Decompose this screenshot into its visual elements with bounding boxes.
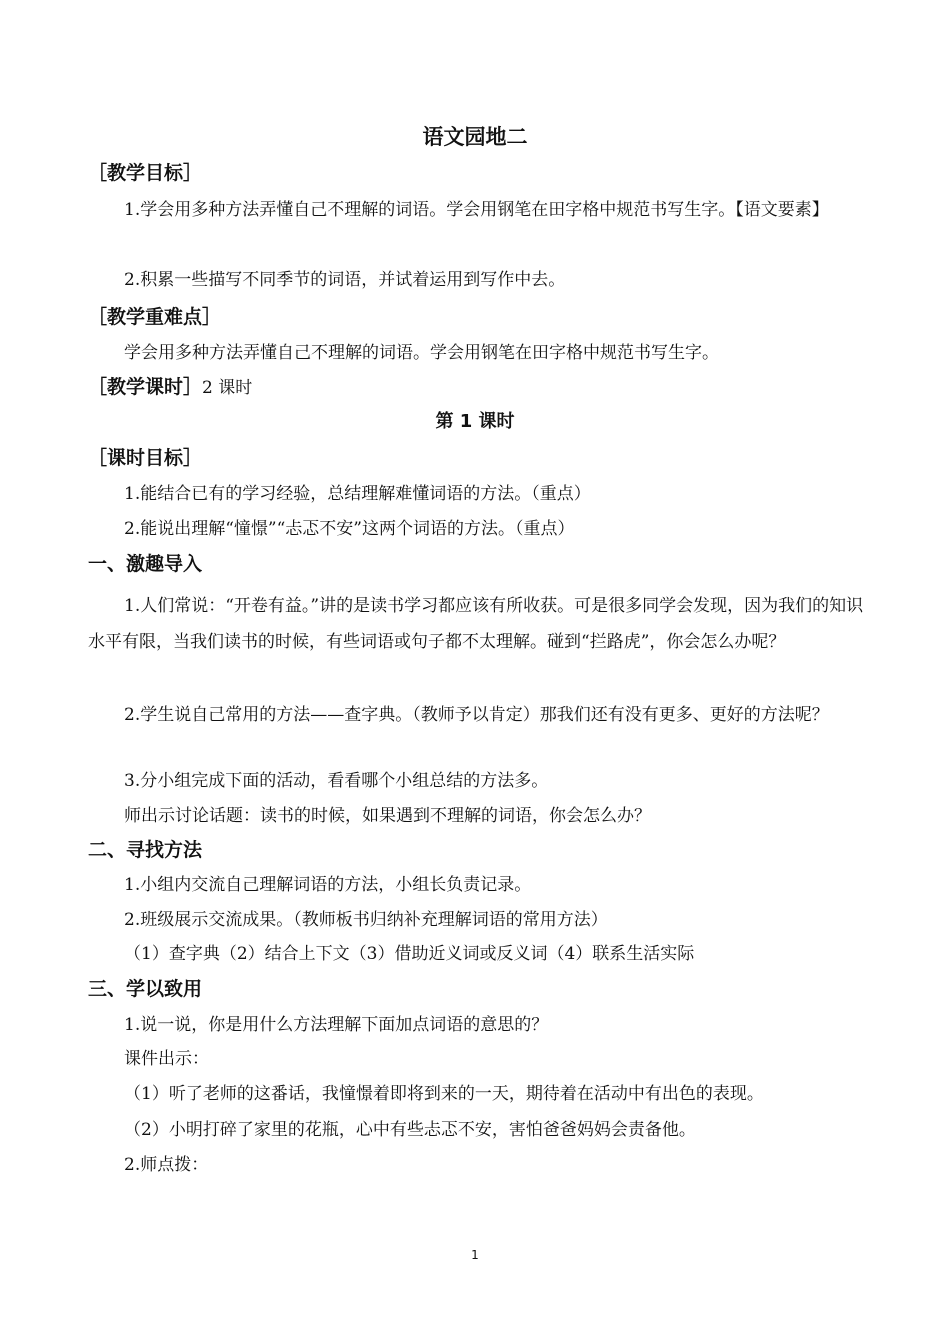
section-2-methods-list: （1）查字典（2）结合上下文（3）借助近义词或反义词（4）联系生活实际 xyxy=(124,944,695,964)
section-3-paragraph-1: 1.说一说，你是用什么方法理解下面加点词语的意思的？ xyxy=(124,1015,549,1035)
section-3-example-1: （1）听了老师的这番话，我憧憬着即将到来的一天，期待着在活动中有出色的表现。 xyxy=(124,1084,764,1104)
section-1-paragraph-3: 3.分小组完成下面的活动，看看哪个小组总结的方法多。 xyxy=(124,771,549,791)
lesson-goal-1: 1.能结合已有的学习经验，总结理解难懂词语的方法。（重点） xyxy=(124,484,591,504)
hours-value: 2 课时 xyxy=(202,378,253,398)
key-points-heading: ［教学重难点］ xyxy=(88,306,222,328)
section-1-paragraph-4: 师出示讨论话题：读书的时候，如果遇到不理解的词语，你会怎么办？ xyxy=(124,806,651,826)
key-points-text: 学会用多种方法弄懂自己不理解的词语。学会用钢笔在田字格中规范书写生字。 xyxy=(124,343,719,363)
section-2-heading: 二、寻找方法 xyxy=(88,839,203,861)
goal-1: 1.学会用多种方法弄懂自己不理解的词语。学会用钢笔在田字格中规范书写生字。【语文要素】 xyxy=(124,200,829,220)
goals-heading: ［教学目标］ xyxy=(88,162,203,184)
page-number: 1 xyxy=(471,1248,479,1262)
section-2-paragraph-1: 1.小组内交流自己理解词语的方法，小组长负责记录。 xyxy=(124,875,532,895)
lesson-goals-heading: ［课时目标］ xyxy=(88,447,203,469)
section-3-example-2: （2）小明打碎了家里的花瓶，心中有些忐忑不安，害怕爸爸妈妈会责备他。 xyxy=(124,1120,696,1140)
lesson-title: 第 1 课时 xyxy=(435,411,515,432)
page-title: 语文园地二 xyxy=(422,125,528,149)
section-1-heading: 一、激趣导入 xyxy=(88,553,203,575)
section-3-heading: 三、学以致用 xyxy=(88,978,203,1000)
section-3-paragraph-5: 2.师点拨： xyxy=(124,1155,209,1175)
section-2-paragraph-2: 2.班级展示交流成果。（教师板书归纳补充理解词语的常用方法） xyxy=(124,910,608,930)
goal-2: 2.积累一些描写不同季节的词语，并试着运用到写作中去。 xyxy=(124,270,566,290)
lesson-goal-2: 2.能说出理解“憧憬”“忐忑不安”这两个词语的方法。（重点） xyxy=(124,519,575,539)
section-3-paragraph-2: 课件出示： xyxy=(124,1049,209,1069)
hours-heading: ［教学课时］ xyxy=(88,376,203,398)
section-1-paragraph-2: 2.学生说自己常用的方法——查字典。（教师予以肯定）那我们还有没有更多、更好的方法呢？ xyxy=(124,705,829,725)
section-1-paragraph-1: 1.人们常说：“开卷有益。”讲的是读书学习都应该有所收获。可是很多同学会发现，因为我们的知识水平有限，当我们读书的时候，有些词语或句子都不太理解。碰到“拦路虎”，你会怎么办呢？ xyxy=(88,596,864,652)
hours-line xyxy=(88,375,870,400)
